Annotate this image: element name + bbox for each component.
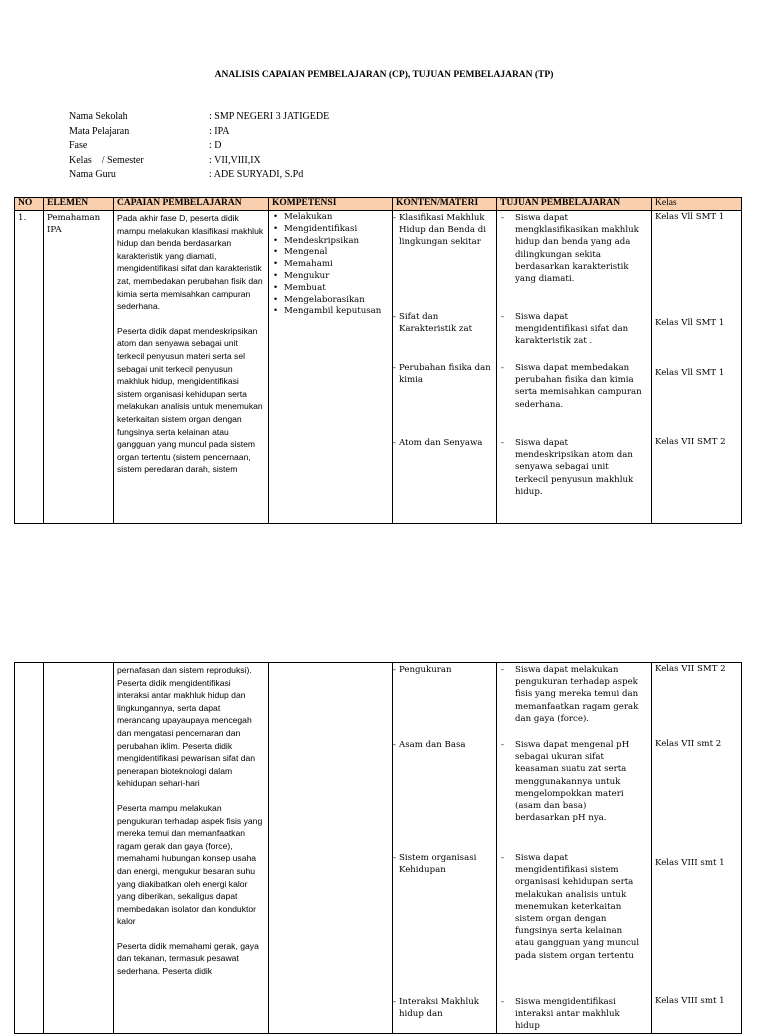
row-konten <box>393 211 497 524</box>
kelas-item: Kelas Vll SMT 1 <box>655 368 725 378</box>
kelas-item: Kelas Vll SMT 1 <box>655 318 725 328</box>
cp-tp-table-continued <box>14 662 742 1034</box>
info-label: Nama Sekolah <box>69 111 128 122</box>
row-kompetensi <box>269 663 393 1034</box>
kelas-item: Kelas Vll SMT 1 <box>655 212 725 222</box>
konten-item: - Sistem organisasi Kehidupan <box>393 852 493 876</box>
tp-item: - Siswa dapat mengklasifikasikan makhluk hidup dan benda yang ada dilingkungan sekita berdasarkan karakteristik yang diamati. <box>515 212 643 285</box>
header-konten: KONTEN/MATERI <box>393 198 497 211</box>
konten-item: - Perubahan fisika dan kimia <box>393 362 493 386</box>
tp-item: - Siswa dapat mengidentifikasi sistem organisasi kehidupan serta melakukan analisis untuk menemukan keterkaitan sistem organ dengan fungsinya serta kelainan atau gangguan yang muncul pada sistem organ tertentu <box>515 852 643 962</box>
tp-item: - Siswa mengidentifikasi interaksi antar makhluk hidup <box>515 996 643 1033</box>
row-no <box>15 663 44 1034</box>
info-row <box>69 154 329 169</box>
header-kelas: Kelas <box>652 198 742 211</box>
tp-item: - Siswa dapat mengenal pH sebagai ukuran sifat keasaman suatu zat serta menggunakannya untuk mengelompokkan materi (asam dan basa) berdasarkan pH nya. <box>515 739 643 824</box>
header-elemen: ELEMEN <box>44 198 114 211</box>
tp-item: - Siswa dapat melakukan pengukuran terhadap aspek fisis yang mereka temui dan memanfaatkan ragam gerak dan gaya (force). <box>515 664 643 725</box>
table-header-row <box>15 198 742 211</box>
info-value: : D <box>209 140 222 151</box>
row-elemen <box>44 663 114 1034</box>
header-tp: TUJUAN PEMBELAJARAN <box>497 198 652 211</box>
row-kelas <box>652 663 742 1034</box>
info-row <box>69 110 329 125</box>
konten-item: - Pengukuran <box>393 664 493 676</box>
header-no: NO <box>15 198 44 211</box>
kompetensi-item: • Mengambil keputusan <box>272 306 389 318</box>
konten-item: - Klasifikasi Makhluk Hidup dan Benda di lingkungan sekitar <box>393 212 493 249</box>
info-value: : VII,VIII,IX <box>209 154 261 166</box>
info-value: : SMP NEGERI 3 JATIGEDE <box>209 111 330 122</box>
kompetensi-item: • Mengukur <box>272 271 389 283</box>
kelas-item: Kelas VIII smt 1 <box>655 858 725 868</box>
tp-item: - Siswa dapat mengidentifikasi sifat dan karakteristik zat . <box>515 311 643 348</box>
header-kompetensi: KOMPETENSI <box>269 198 393 211</box>
konten-item: - Asam dan Basa <box>393 739 493 751</box>
cp-paragraph: Peserta didik memahami gerak, gaya dan tekanan, termasuk pesawat sederhana. Peserta didik <box>117 940 259 977</box>
kompetensi-item: • Mengidentifikasi <box>272 224 389 236</box>
kelas-item: Kelas VII smt 2 <box>655 739 722 749</box>
school-info <box>69 110 329 183</box>
info-value: : IPA <box>209 125 230 137</box>
cp-paragraph: Peserta didik dapat mendeskripsikan atom dan senyawa sebagai unit terkecil penyusun materi serta sel sebagai unit terkecil penyusun makhluk hidup, mengidentifikasi sistem organisasi kehidupan serta melakukan analisis untuk menemukan keterkaitan sistem organ dengan fungsinya serta kelainan atau gangguan yang muncul pada sistem organ tertentu (sistem pencernaan, sistem peredaran darah, sistem <box>117 325 263 475</box>
table-row <box>15 663 742 1034</box>
kompetensi-item: • Mengelaborasikan <box>272 295 389 307</box>
tp-item: - Siswa dapat membedakan perubahan fisika dan kimia serta memisahkan campuran sederhana. <box>515 362 643 411</box>
info-label: Mata Pelajaran <box>69 125 130 137</box>
row-kelas <box>652 211 742 524</box>
page-title: ANALISIS CAPAIAN PEMBELAJARAN (CP), TUJUAN PEMBELAJARAN (TP) <box>214 70 554 80</box>
kompetensi-item: • Membuat <box>272 283 389 295</box>
kompetensi-item: • Melakukan <box>272 212 389 224</box>
kompetensi-item: • Mengenal <box>272 247 389 259</box>
info-label: Nama Guru <box>69 169 116 180</box>
info-row <box>69 168 329 183</box>
info-value: : ADE SURYADI, S.Pd <box>209 169 304 180</box>
info-row <box>69 139 329 154</box>
konten-item: - Atom dan Senyawa <box>393 437 493 449</box>
row-cp <box>114 663 269 1034</box>
kelas-item: Kelas VIII smt 1 <box>655 996 725 1006</box>
info-label: Fase <box>69 140 88 151</box>
row-tp <box>497 663 652 1034</box>
konten-item: - Interaksi Makhluk hidup dan <box>393 996 493 1020</box>
kelas-item: Kelas VII SMT 2 <box>655 437 726 447</box>
info-label: Kelas / Semester <box>69 154 144 166</box>
table-row <box>15 211 742 524</box>
kompetensi-item: • Mendeskripsikan <box>272 236 389 248</box>
cp-paragraph: Pada akhir fase D, peserta didik mampu melakukan klasifikasi makhluk hidup dan benda berdasarkan karakteristik yang diamati, mengidentifikasi sifat dan karakteristik zat, membedakan perubahan fisik dan kimia serta memisahkan campuran sederhana. <box>117 213 264 312</box>
row-kompetensi <box>269 211 393 524</box>
header-cp: CAPAIAN PEMBELAJARAN <box>114 198 269 211</box>
row-elemen: Pemahaman IPA <box>44 211 114 524</box>
row-konten <box>393 663 497 1034</box>
cp-tp-table <box>14 197 742 524</box>
cp-paragraph: Peserta mampu melakukan pengukuran terhadap aspek fisis yang mereka temui dan memanfaatkan ragam gerak dan gaya (force), memahami hubungan konsep usaha dan energi, mengukur besaran suhu yang diakibatkan oleh energi kalor yang diberikan, sekaligus dapat membedakan isolator dan konduktor kalor <box>117 802 263 927</box>
row-cp <box>114 211 269 524</box>
kelas-item: Kelas VII SMT 2 <box>655 664 726 674</box>
row-tp <box>497 211 652 524</box>
cp-paragraph: pernafasan dan sistem reproduksi). Peserta didik mengidentifikasi interaksi antar makhluk hidup dan lingkungannya, serta dapat merancang upayaupaya mencegah dan mengatasi pencemaran dan perubahan iklim. Peserta didik mengidentifikasi pewarisan sifat dan penerapan bioteknologi dalam kehidupan sehari-hari <box>117 665 256 789</box>
tp-item: - Siswa dapat mendeskripsikan atom dan senyawa sebagai unit terkecil penyusun makhluk hidup. <box>515 437 643 498</box>
konten-item: - Sifat dan Karakteristik zat <box>393 311 493 335</box>
row-no: 1. <box>15 211 44 524</box>
info-row <box>69 125 329 140</box>
kompetensi-item: • Memahami <box>272 259 389 271</box>
